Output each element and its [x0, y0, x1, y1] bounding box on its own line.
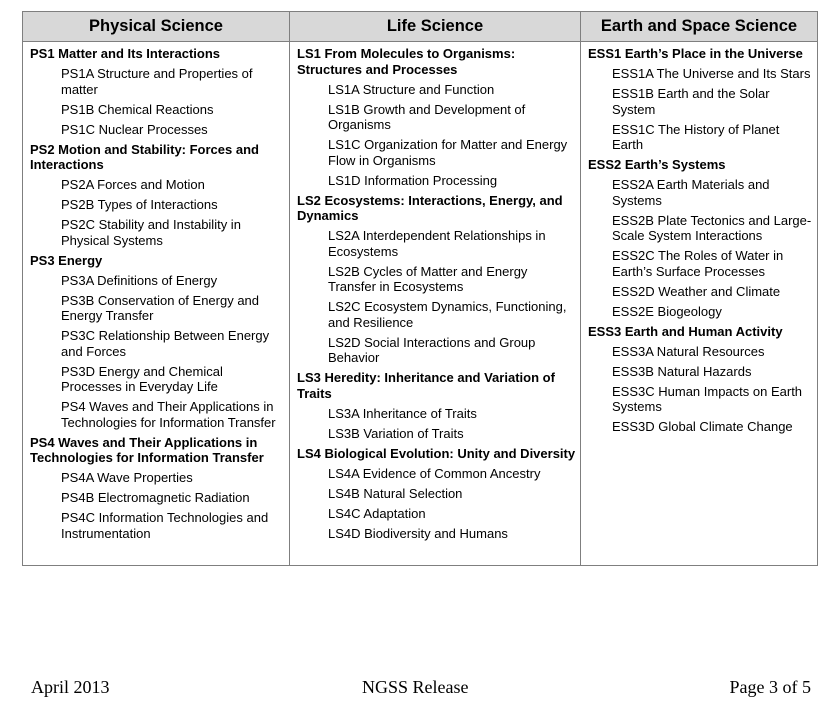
component-idea: LS1B Growth and Development of Organisms	[328, 101, 526, 132]
component-idea: ESS3B Natural Hazards	[612, 363, 752, 379]
component-idea: LS1A Structure and Function	[328, 81, 495, 97]
column-heading-life-science: Life Science	[289, 12, 580, 41]
component-idea: ESS2E Biogeology	[612, 303, 722, 319]
column-heading-earth-space-science: Earth and Space Science	[580, 12, 817, 41]
physical-science-column	[23, 42, 289, 565]
domain-heading: ESS2 Earth’s Systems	[588, 157, 726, 172]
component-idea: PS2C Stability and Instability in Physical Systems	[61, 217, 241, 248]
component-idea: PS1B Chemical Reactions	[61, 101, 214, 117]
component-idea: ESS3D Global Climate Change	[612, 419, 793, 434]
component-idea: PS1C Nuclear Processes	[61, 121, 208, 137]
domain-heading: PS3 Energy	[30, 252, 103, 268]
footer-page-number: Page 3 of 5	[729, 677, 811, 697]
component-idea: PS2A Forces and Motion	[61, 177, 205, 192]
component-idea: LS2D Social Interactions and Group Behavior	[328, 334, 536, 365]
domain-heading: LS1 From Molecules to Organisms: Structures and Processes	[297, 46, 516, 77]
domain-heading: PS4 Waves and Their Applications in Technologies for Information Transfer	[30, 434, 264, 465]
component-idea: LS3A Inheritance of Traits	[328, 405, 477, 421]
component-idea: ESS2A Earth Materials and Systems	[612, 177, 770, 208]
component-idea: PS3B Conservation of Energy and Energy Transfer	[61, 292, 260, 323]
column-heading-physical-science: Physical Science	[89, 17, 223, 35]
domain-heading: PS1 Matter and Its Interactions	[30, 46, 220, 61]
life-science-column	[289, 42, 580, 565]
component-idea: ESS2B Plate Tectonics and Large-Scale System Interactions	[612, 212, 812, 243]
earth-space-science-column	[580, 42, 817, 565]
component-idea: ESS3A Natural Resources	[612, 343, 765, 359]
component-idea: LS4B Natural Selection	[328, 485, 463, 501]
component-idea: LS1D Information Processing	[328, 172, 498, 188]
component-idea: ESS2D Weather and Climate	[612, 283, 781, 299]
component-idea: PS1A Structure and Properties of matter	[61, 66, 253, 97]
component-idea: PS3D Energy and Chemical Processes in Everyday Life	[61, 363, 223, 394]
component-idea: PS3C Relationship Between Energy and Forces	[61, 328, 270, 359]
domain-heading: LS2 Ecosystems: Interactions, Energy, and Dynamics	[297, 192, 563, 223]
component-idea: PS2B Types of Interactions	[61, 197, 218, 212]
component-idea: LS3B Variation of Traits	[328, 425, 464, 441]
domain-heading: LS3 Heredity: Inheritance and Variation of Traits	[297, 370, 555, 401]
component-idea: LS4D Biodiversity and Humans	[328, 525, 508, 541]
domain-heading: PS2 Motion and Stability: Forces and Interactions	[30, 141, 259, 172]
domain-heading: ESS3 Earth and Human Activity	[588, 323, 783, 339]
component-idea: PS3A Definitions of Energy	[61, 272, 218, 288]
component-idea: PS4B Electromagnetic Radiation	[61, 490, 250, 505]
table-header-row	[23, 12, 817, 42]
component-idea: ESS3C Human Impacts on Earth Systems	[612, 383, 803, 414]
component-idea: LS1C Organization for Matter and Energy Flow in Organisms	[328, 137, 568, 168]
component-idea: LS2B Cycles of Matter and Energy Transfer in Ecosystems	[328, 263, 528, 294]
component-idea: LS2C Ecosystem Dynamics, Functioning, and Resilience	[328, 299, 567, 330]
domain-heading: ESS1 Earth’s Place in the Universe	[588, 46, 803, 61]
footer-date: April 2013	[31, 677, 110, 697]
disciplinary-core-ideas-table	[22, 11, 818, 566]
component-idea: PS4 Waves and Their Applications in Technologies for Information Transfer	[61, 399, 276, 430]
footer-release: NGSS Release	[362, 677, 469, 697]
table-body-row	[23, 42, 817, 565]
component-idea: LS2A Interdependent Relationships in Ecosystems	[328, 228, 546, 259]
component-idea: LS4C Adaptation	[328, 505, 426, 521]
component-idea: ESS1C The History of Planet Earth	[612, 121, 780, 152]
component-idea: ESS1A The Universe and Its Stars	[612, 66, 811, 81]
component-idea: PS4C Information Technologies and Instrumentation	[61, 510, 269, 541]
component-idea: ESS1B Earth and the Solar System	[612, 86, 770, 117]
component-idea: ESS2C The Roles of Water in Earth’s Surface Processes	[612, 248, 784, 279]
component-idea: PS4A Wave Properties	[61, 470, 193, 485]
component-idea: LS4A Evidence of Common Ancestry	[328, 465, 541, 481]
domain-heading: LS4 Biological Evolution: Unity and Diversity	[297, 445, 576, 461]
